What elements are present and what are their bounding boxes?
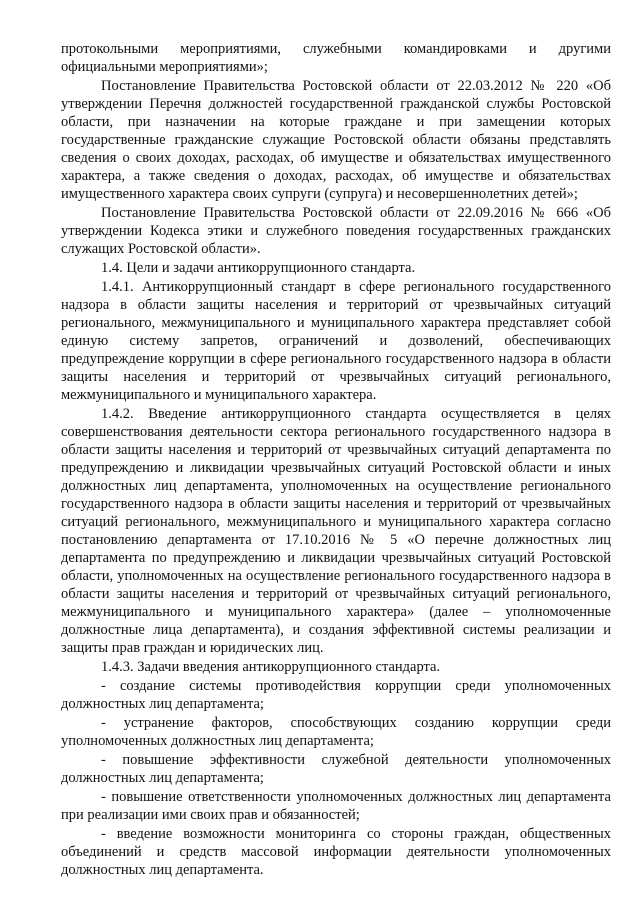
paragraph-resolution-220: Постановление Правительства Ростовской области от 22.03.2012 № 220 «Об утверждении Перечня должностей государственной гражданской службы Ростовской области, при назначении на которые граждане и при замещении которых государственные гражданские служащие Ростовской области обязаны представлять сведения о своих доходах, расходах, об имуществе и обязательствах имущественного характера, а также сведения о доходах, расходах, об имуществе и обязательствах имущественного характера своих супруги (супруга) и несовершеннолетних детей»; <box>61 78 611 202</box>
section-heading-1-4-3: 1.4.3. Задачи введения антикоррупционного стандарта. <box>101 659 441 675</box>
list-item-task: - устранение факторов, способствующих созданию коррупции среди уполномоченных должностных лиц департамента; <box>61 715 611 749</box>
list-item-task: - введение возможности мониторинга со стороны граждан, общественных объединений и средств массовой информации деятельности уполномоченных должностных лиц департамента. <box>61 826 611 878</box>
paragraph-1-4-2: 1.4.2. Введение антикоррупционного стандарта осуществляется в целях совершенствования деятельности сектора регионального государственного надзора в области защиты населения и территорий от чрезвычайных ситуаций департамента по предупреждению и ликвидации чрезвычайных ситуаций Ростовской области и иных должностных лиц департамента, уполномоченных на осуществление регионального государственного надзора в области защиты населения и территорий от чрезвычайных ситуаций регионального, межмуниципального и муниципального характера согласно постановлению департамента от 17.10.2016 № 5 «О перечне должностных лиц департамента по предупреждению и ликвидации чрезвычайных ситуаций Ростовской области, уполномоченных на осуществление регионального государственного надзора в области защиты населения и территорий от чрезвычайных ситуаций регионального, межмуниципального и муниципального характера» (далее – уполномоченные должностные лица департамента), и создания эффективной системы реализации и защиты прав граждан и юридических лиц. <box>61 406 611 656</box>
section-heading-1-4: 1.4. Цели и задачи антикоррупционного стандарта. <box>101 260 416 276</box>
list-item-task: - создание системы противодействия коррупции среди уполномоченных должностных лиц департамента; <box>61 678 611 712</box>
paragraph-continuation: протокольными мероприятиями, служебными командировками и другими официальными мероприятиями»; <box>61 41 611 75</box>
document-page <box>61 40 611 879</box>
paragraph-resolution-666: Постановление Правительства Ростовской области от 22.09.2016 № 666 «Об утверждении Кодекса этики и служебного поведения государственных гражданских служащих Ростовской области». <box>61 205 611 257</box>
list-item-task: - повышение эффективности служебной деятельности уполномоченных должностных лиц департамента; <box>61 752 611 786</box>
list-item-task: - повышение ответственности уполномоченных должностных лиц департамента при реализации ими своих прав и обязанностей; <box>61 789 611 823</box>
paragraph-1-4-1: 1.4.1. Антикоррупционный стандарт в сфере регионального государственного надзора в области защиты населения и территорий от чрезвычайных ситуаций регионального, межмуниципального и муниципального характера представляет собой единую систему запретов, ограничений и дозволений, обеспечивающих предупреждение коррупции в сфере регионального государственного надзора в области защиты населения и территорий от чрезвычайных ситуаций регионального, межмуниципального и муниципального характера. <box>61 279 611 403</box>
